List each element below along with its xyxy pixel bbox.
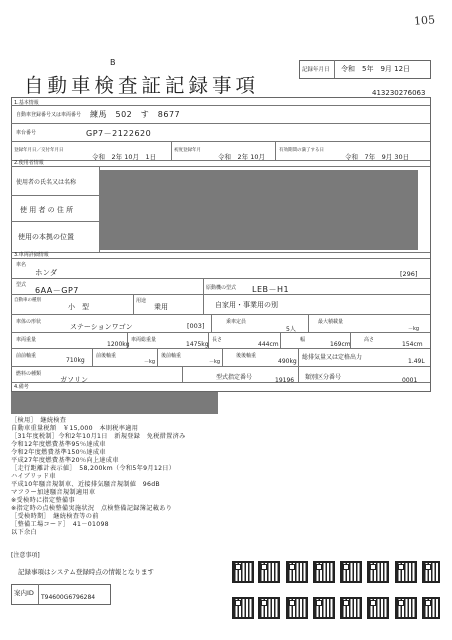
rr-axle-value: 490kg — [278, 358, 297, 365]
fr-axle-value: －kg — [144, 359, 156, 365]
notes-redaction — [11, 392, 218, 414]
width-value: 169cm — [330, 341, 351, 348]
user-address-label: 使 用 者 の 住 所 — [20, 206, 74, 214]
max-load-value: －kg — [408, 326, 420, 332]
capacity-value: 5人 — [286, 326, 296, 333]
height-value: 154cm — [402, 341, 423, 348]
qr-code-icon — [367, 561, 389, 583]
caution-heading: [注意事項] — [11, 552, 40, 559]
weight-label: 車両重量 — [16, 337, 37, 343]
note-line: 令和2年度燃費基準150％達成車 — [11, 449, 106, 456]
note-line: マフラー加速騒音規制適用車 — [11, 489, 96, 496]
user-name-label: 使用者の氏名又は名称 — [16, 179, 77, 186]
maker-label: 車名 — [16, 262, 27, 268]
rf-axle-label: 後前軸重 — [161, 353, 182, 359]
section3-heading: 3.車両詳細情報 — [14, 252, 49, 258]
reg-number-value: 練馬 502 す 8677 — [90, 110, 181, 119]
use-value: 乗用 — [154, 303, 168, 311]
note-line: ［受検時期］ 継続検査等の前 — [11, 513, 99, 520]
qr-code-icon — [258, 597, 280, 619]
note-line: 自動車重量税額 ￥15,000 本則税率適用 — [11, 425, 139, 432]
section1-heading: 1.基本情報 — [14, 100, 39, 106]
document-number: 413230276063 — [372, 89, 426, 97]
base-location-label: 使用の本拠の位置 — [18, 233, 74, 241]
qr-code-icon — [313, 561, 335, 583]
qr-code-icon — [422, 597, 440, 619]
first-year-value: 令和 2年 10月 — [218, 153, 265, 161]
expiry-label: 有効期間の満了する日 — [279, 148, 324, 153]
note-line: 令和12年度燃費基準95％達成車 — [11, 441, 106, 448]
note-line: ［走行距離計表示値］ 58,200km（令和5年9月12日） — [11, 465, 176, 472]
fuel-label: 燃料の種類 — [16, 371, 42, 377]
qr-code-icon — [340, 597, 362, 619]
document-title: 自動車検査証記録事項 — [24, 74, 260, 97]
marker-b: B — [110, 58, 116, 67]
capacity-label: 乗車定員 — [226, 319, 247, 325]
model-label: 型式 — [16, 282, 27, 288]
body-shape-value: ステーションワゴン — [70, 323, 133, 331]
qr-code-icon — [395, 597, 417, 619]
model-value: 6AA－GP7 — [35, 286, 79, 295]
note-line: 平成27年度燃費基準20％向上達成車 — [11, 457, 119, 464]
qr-code-icon — [340, 561, 362, 583]
section4-heading: 4.備考 — [14, 384, 29, 390]
qr-code-icon — [286, 561, 308, 583]
vehicle-type-label: 自動車の種別 — [14, 298, 41, 303]
displacement-value: 1.49L — [408, 358, 425, 365]
chassis-value: GP7－2122620 — [86, 129, 152, 138]
engine-label: 原動機の型式 — [206, 285, 237, 291]
record-date-value: 令和 5年 9月 12日 — [341, 65, 411, 73]
rr-axle-label: 後後軸重 — [236, 353, 257, 359]
length-value: 444cm — [258, 341, 279, 348]
fr-axle-label: 前後軸重 — [96, 353, 117, 359]
note-line: 以下余白 — [11, 529, 37, 536]
qr-code-icon — [422, 561, 440, 583]
note-line: ※指定時の点検整備実施状況 点検整備記録簿記載あり — [11, 505, 173, 512]
approval-number-label: 型式指定番号 — [216, 374, 253, 381]
reg-number-label: 自動車登録番号又は車両番号 — [16, 112, 82, 118]
height-label: 高さ — [364, 337, 375, 343]
doc-id-value: T94600G6796284 — [41, 594, 96, 601]
note-line: ［検用］ 継続検査 — [11, 417, 67, 424]
qr-code-icon — [367, 597, 389, 619]
maker-value: ホンダ — [35, 268, 58, 277]
qr-code-icon — [395, 561, 417, 583]
displacement-label: 総排気量又は定格出力 — [302, 354, 363, 361]
max-load-label: 最大積載量 — [318, 319, 344, 325]
qr-code-icon — [232, 597, 254, 619]
note-line: ［31年度税制］令和2年10月1日 新規登録 免税措置済み — [11, 433, 186, 440]
first-year-label: 初度登録年月 — [174, 148, 201, 153]
body-shape-label: 車体の形状 — [16, 319, 42, 325]
approval-number-value: 19196 — [275, 377, 295, 384]
chassis-label: 車台番号 — [16, 130, 37, 136]
qr-code-icon — [258, 561, 280, 583]
gross-weight-value: 1475kg — [186, 341, 209, 348]
weight-value: 1200kg — [107, 341, 130, 348]
private-business-value: 自家用・事業用の別 — [215, 301, 278, 309]
note-line: ［整備工場コード］ 41－01098 — [11, 521, 109, 528]
qr-code-icon — [286, 597, 308, 619]
ff-axle-value: 710kg — [66, 357, 85, 364]
record-date-label: 記録年月日 — [302, 67, 330, 73]
note-line: ハイブリッド車 — [11, 473, 56, 480]
vehicle-type-value: 小 型 — [68, 303, 89, 311]
length-label: 長さ — [212, 337, 223, 343]
note-line: 平成10年騒音規制車、近接排気騒音規制値 96dB — [11, 481, 160, 488]
fuel-value: ガソリン — [60, 376, 88, 384]
doc-id-label: 案内ID — [14, 589, 34, 597]
maker-code: [296] — [400, 270, 418, 278]
page-number: 105 — [413, 13, 436, 28]
caution-text: 記録事項はシステム登録時点の情報となります — [18, 568, 154, 576]
ff-axle-label: 前前軸重 — [16, 353, 37, 359]
qr-code-icon — [232, 561, 254, 583]
class-number-value: 0001 — [402, 377, 418, 384]
width-label: 幅 — [300, 337, 306, 343]
engine-value: LEB－H1 — [252, 285, 290, 294]
section2-heading: 2.使用者情報 — [14, 160, 44, 166]
user-info-redaction — [99, 170, 418, 250]
reg-date-value: 令和 2年 10月 1日 — [92, 153, 157, 161]
body-shape-code: [003] — [187, 322, 205, 330]
note-line: ※受検時に指定整備事 — [11, 497, 75, 504]
class-number-label: 類別区分番号 — [305, 374, 342, 381]
gross-weight-label: 車両総重量 — [131, 337, 157, 343]
qr-code-icon — [313, 597, 335, 619]
use-label: 用途 — [136, 298, 147, 304]
rf-axle-value: －kg — [209, 359, 221, 365]
expiry-value: 令和 7年 9月 30日 — [345, 153, 410, 161]
reg-date-label: 登録年月日／交付年月日 — [14, 148, 64, 153]
